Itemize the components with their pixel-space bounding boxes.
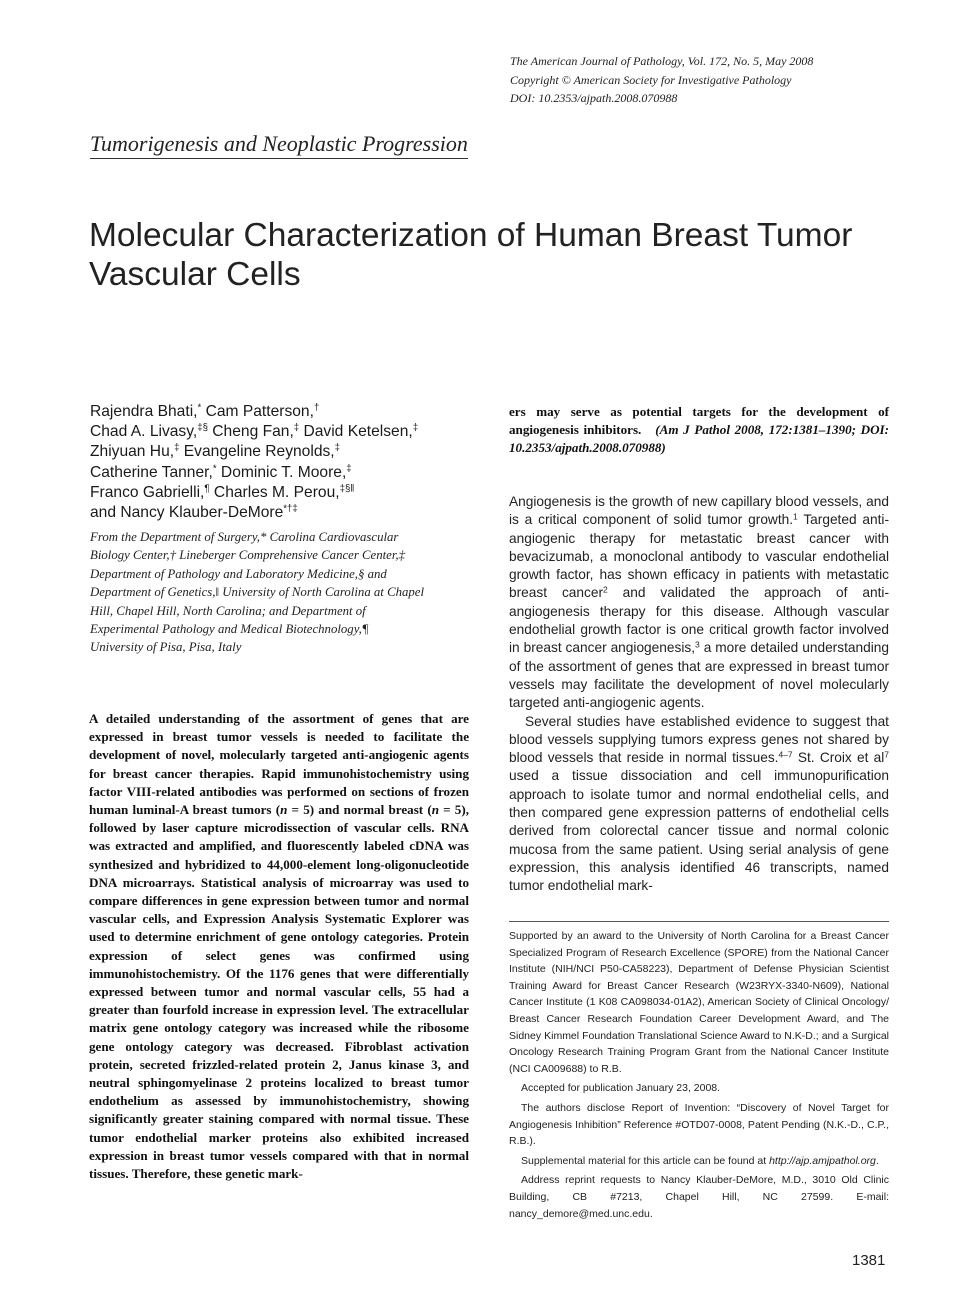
affiliation-mark: ‡	[334, 443, 340, 455]
intro-text: Targeted anti-angiogenic therapy for metastatic breast cancer with bevacizumab, a monoclonal antibody to vascular endothelial growth factor, has shown efficacy in patients with metastatic breast cancer	[509, 512, 890, 601]
footnote-text: .	[875, 1154, 879, 1167]
section-heading: Tumorigenesis and Neoplastic Progression	[90, 131, 468, 159]
affiliation-mark: *	[197, 402, 202, 414]
affiliation-mark: ‡	[412, 422, 419, 434]
intro-paragraph	[509, 713, 889, 896]
footnote-accepted: Accepted for publication January 23, 2008.	[521, 1082, 721, 1095]
abstract-text: = 5), followed by laser capture microdissection of vascular cells. RNA was extracted and amplified, and fluorescently labeled cDNA was synthesized and hybridized to 44,000-element long-oligonucleotide DNA microarrays. Statistical analysis of microarray was used to compare differences in gene expression between tumor and normal vascular cells, and Expression Analysis Systematic Explorer was used to determine enrichment of gene ontology categories. Protein expression of select genes was confirmed using immunohistochemistry. Of the 1176 genes that were differentially expressed between tumor and normal vascular cells, 55 had a greater than fourfold increase in expression level. The extracellular matrix gene ontology category was increased while the ribosome gene ontology category was decreased. Fibroblast activation protein, secreted frizzled-related protein 2, Janus kinase 3, and neutral sphingomyelinase 2 proteins localized to breast tumor endothelium as assessed by immunohistochemistry, showing significantly greater staining compared with normal tissue. These tumor endothelial marker proteins also exhibited increased expression in breast tumor vessels compared with that in normal tissues. Therefore, these genetic mark-	[89, 802, 469, 1182]
reference-mark: 2	[603, 584, 608, 595]
affiliation-line: From the Department of Surgery,* Carolina Cardiovascular	[90, 530, 399, 544]
author-name: Dominic T. Moore,	[216, 463, 347, 481]
author-name: Rajendra Bhati,	[90, 403, 198, 420]
abstract-citation: (Am J Pathol 2008, 172:1381–1390; DOI: 10.2353/ajpath.2008.070988)	[509, 422, 889, 456]
affiliation-mark: ‡	[174, 443, 180, 455]
page-number: 1381	[852, 1252, 886, 1269]
intro-text: St. Croix et al	[792, 750, 885, 766]
author-line	[90, 402, 490, 422]
affiliation-line: University of Pisa, Pisa, Italy	[90, 640, 242, 655]
affiliation-mark: ‡	[346, 463, 352, 475]
title-line-2: Vascular Cells	[89, 256, 301, 293]
abstract-n-symbol: n	[431, 802, 439, 818]
author-name: and Nancy Klauber-DeMore	[90, 504, 284, 522]
author-name: Charles M. Perou,	[209, 483, 340, 501]
introduction	[509, 493, 889, 896]
journal-header	[510, 52, 950, 108]
footnote-support: Supported by an award to the University of North Carolina for a Breast Cancer Specialized Program of Research Excellence (SPORE) from the National Cancer Institute (NIH/NCI P50-CA58223), Department of Defense Physician Scientist Training Award for Breast Cancer Research (W23RYX-3340-N609), National Cancer Institute (1 K08 CA098034-01A2), American Society of Clinical Oncology/ Breast Cancer Research Foundation Career Development Award, and The Sidney Kimmel Foundation Translational Science Award to N.K-D.; and a Surgical Oncology Research Training Program Grant from the National Cancer Institute (NCI CA009688) to R.B.	[509, 930, 889, 1075]
author-list	[90, 402, 490, 523]
intro-text: a more detailed understanding of the assortment of genes that are expressed in breast tumor vessels may facilitate the development of novel molecularly targeted anti-angiogenic agents.	[509, 640, 889, 711]
author-line	[90, 503, 490, 523]
affiliation-mark: ‡§‖	[339, 483, 355, 495]
intro-text: Several studies have established evidence to suggest that blood vessels supplying tumors express genes not shared by blood vessels that reside in normal tissues.	[509, 713, 889, 766]
footnote-text: Supplemental material for this article can be found at	[521, 1154, 770, 1167]
reference-mark: 1	[793, 511, 798, 522]
author-line	[90, 422, 490, 442]
supplemental-link[interactable]: http://ajp.amjpathol.org	[769, 1154, 876, 1167]
affiliation-line: Hill, Chapel Hill, North Carolina; and Department of	[90, 603, 366, 618]
abstract-text: = 5) and normal breast (	[287, 802, 432, 818]
affiliation-line: Department of Genetics,‖ University of North Carolina at Chapel	[90, 585, 425, 600]
author-line	[90, 483, 490, 503]
abstract-n-symbol: n	[280, 802, 288, 818]
title-line-1: Molecular Characterization of Human Breast Tumor	[89, 217, 853, 254]
intro-paragraph	[509, 493, 889, 713]
affiliation-line: Experimental Pathology and Medical Biotechnology,¶	[90, 622, 369, 637]
footnote-divider	[509, 921, 889, 922]
affiliation-mark: †	[313, 402, 320, 414]
abstract-text: ers may serve as potential targets for the development of angiogenesis inhibitors.	[509, 404, 889, 438]
affiliation-line: Biology Center,† Lineberger Comprehensive Cancer Center,‡	[90, 548, 406, 563]
author-name: Cam Patterson,	[201, 403, 314, 420]
author-name: Evangeline Reynolds,	[179, 443, 335, 461]
footnote-disclosure: The authors disclose Report of Invention: “Discovery of Novel Target for Angiogenesis Inhibition” Reference #OTD07-0008, Patent Pending (N.K.-D., C.P., R.B.).	[509, 1101, 889, 1148]
author-name: Chad A. Livasy,	[90, 423, 198, 441]
abstract-text: A detailed understanding of the assortment of genes that are expressed in breast tumor vessels is needed to facilitate the development of novel, molecularly targeted anti-angiogenic agents for breast cancer therapies. Rapid immunohistochemistry using factor VIII-related antibodies was performed on sections of frozen human luminal-A breast tumors (	[89, 711, 469, 818]
author-name: David Ketelsen,	[299, 423, 413, 441]
affiliation-mark: ‡§	[197, 422, 208, 434]
affiliation-line: Department of Pathology and Laboratory Medicine,§ and	[90, 566, 387, 581]
journal-citation: The American Journal of Pathology, Vol. 172, No. 5, May 2008	[510, 54, 814, 68]
author-line	[90, 463, 490, 483]
author-name: Franco Gabrielli,	[90, 483, 205, 501]
intro-text: Angiogenesis is the growth of new capillary blood vessels, and is a critical component of solid tumor growth.	[509, 494, 889, 528]
author-name: Catherine Tanner,	[90, 463, 213, 481]
reference-mark: 4–7	[778, 749, 793, 760]
intro-text: used a tissue dissociation and cell immunopurification approach to isolate tumor and normal endothelial cells, and then compared gene expression patterns of endothelial cells derived from colorectal cancer tissue and normal colonic mucosa from the same patient. Using serial analysis of gene expression, this analysis identified 46 transcripts, named tumor endothelial mark-	[509, 768, 889, 894]
journal-copyright: Copyright © American Society for Investigative Pathology	[510, 72, 792, 87]
author-line	[90, 442, 490, 462]
affiliation-mark: *	[212, 463, 217, 475]
article-title	[89, 216, 909, 294]
author-name: Cheng Fan,	[207, 423, 294, 441]
affiliations	[90, 528, 475, 657]
affiliation-mark: *†‡	[283, 503, 298, 515]
abstract	[89, 710, 469, 1183]
reference-mark: 3	[695, 639, 700, 650]
affiliation-mark: ‡	[293, 422, 300, 434]
footnote-supplemental	[509, 1153, 889, 1170]
footnotes	[509, 928, 889, 1225]
footnote-reprints: Address reprint requests to Nancy Klauber-DeMore, M.D., 3010 Old Clinic Building, CB #7213, Chapel Hill, NC 27599. E-mail: nancy_demore@med.unc.edu.	[509, 1174, 889, 1220]
abstract-continued	[509, 403, 889, 458]
journal-doi: DOI: 10.2353/ajpath.2008.070988	[510, 91, 678, 105]
affiliation-mark: ¶	[204, 483, 210, 495]
reference-mark: 7	[884, 749, 889, 760]
author-name: Zhiyuan Hu,	[90, 443, 175, 461]
intro-text: and validated the approach of anti-angiogenesis therapy for this disease. Although vascular endothelial growth factor is one critical growth factor involved in breast cancer angiogenesis,	[509, 585, 889, 656]
